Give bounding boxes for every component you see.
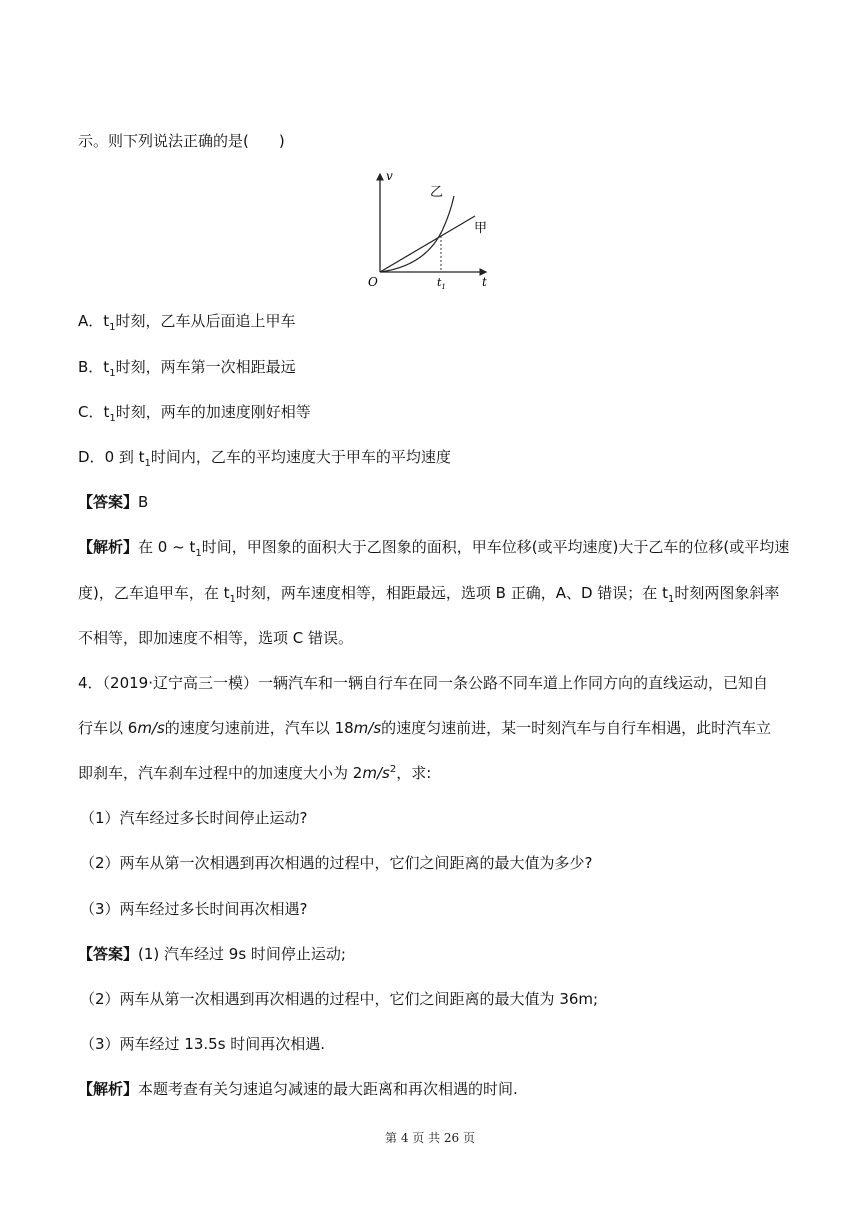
answer-4-line-2: （2）两车从第一次相遇到再次相遇的过程中，它们之间距离的最大值为 36m; [80, 990, 599, 1008]
option-a: A．$t_1$时刻，乙车从后面追上甲车 [78, 312, 296, 333]
question-4-line-1: 4．（2019·辽宁高三一模）一辆汽车和一辆自行车在同一条公路不同车道上作同方向的直线运动，已知自 [78, 674, 768, 692]
option-d: D．0 到 $t_1$时间内，乙车的平均速度大于甲车的平均速度 [78, 448, 451, 469]
question-intro: 示。则下列说法正确的是( ) [78, 132, 285, 150]
answer-4-line-3: （3）两车经过 13.5s 时间再次相遇. [80, 1035, 326, 1053]
origin-label: O [368, 275, 378, 289]
answer-4-line-1: 【答案】(1) 汽车经过 9s 时间停止运动; [78, 945, 346, 963]
option-c: C．$t_1$时刻，两车的加速度刚好相等 [78, 403, 311, 424]
question-4-sub-2: （2）两车从第一次相遇到再次相遇的过程中，它们之间距离的最大值为多少? [80, 854, 593, 872]
analysis-4: 【解析】本题考查有关匀速追匀减速的最大距离和再次相遇的时间. [78, 1080, 518, 1098]
t-axis-label: t [482, 275, 487, 289]
t1-tick-label: $t_1$ [437, 276, 446, 290]
analysis-3-line-1: 【解析】在 0 ~ $t_1$时间，甲图象的面积大于乙图象的面积，甲车位移(或平均速度)大于乙车的位移(或平均速 [78, 538, 790, 559]
jia-label: 甲 [474, 221, 488, 236]
question-4-line-3: 即刹车，汽车刹车过程中的加速度大小为 $2m/s^2$，求: [78, 764, 432, 782]
answer-3: 【答案】B [78, 493, 149, 511]
vt-graph [360, 168, 500, 290]
question-4-line-2: 行车以 6m/s的速度匀速前进，汽车以 18m/s的速度匀速前进，某一时刻汽车与自行车相遇，此时汽车立 [78, 719, 772, 737]
v-axis-label: v [386, 169, 393, 183]
jia-line [380, 216, 475, 272]
yi-curve [380, 196, 454, 272]
question-4-sub-1: （1）汽车经过多长时间停止运动? [80, 809, 308, 827]
yi-label: 乙 [430, 185, 444, 200]
page-footer: 第 4 页 共 26 页 [385, 1131, 475, 1145]
analysis-3-line-2: 度)，乙车追甲车，在 $t_1$时刻，两车速度相等，相距最远，选项 B 正确，A、D 错误；在 $t_1$时刻两图象斜率 [78, 584, 780, 605]
question-4-sub-3: （3）两车经过多长时间再次相遇? [80, 900, 308, 918]
analysis-3-line-3: 不相等，即加速度不相等，选项 C 错误。 [78, 629, 354, 647]
option-b: B．$t_1$时刻，两车第一次相距最远 [78, 358, 296, 379]
